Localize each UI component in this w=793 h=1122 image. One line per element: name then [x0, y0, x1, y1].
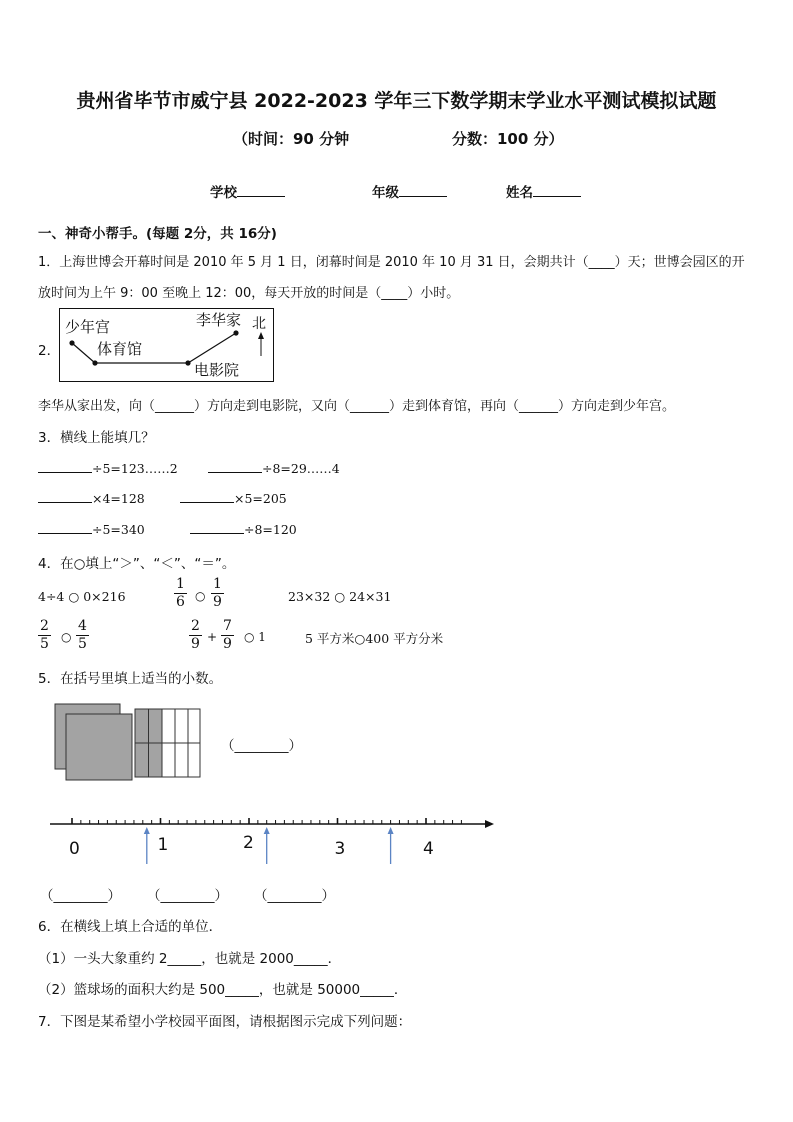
q4-title: 4．在○填上“＞”、“＜”、“＝”。	[38, 556, 236, 572]
q4-frac-1-9: 1 9	[211, 576, 224, 611]
q4-circle-2[interactable]: ○	[195, 589, 206, 603]
q4-compare-1: 4÷4 ○ 0×216	[38, 589, 126, 604]
q5-answer-box[interactable]: （________）	[221, 738, 302, 754]
q6-title: 6．在横线上填上合适的单位．	[38, 919, 223, 935]
page-title: 贵州省毕节市威宁县 2022-2023 学年三下数学期末学业水平测试模拟试题	[76, 90, 717, 112]
q1-line2: 放时间为上午 9：00 至晚上 12：00，每天开放的时间是（____）小时。	[38, 286, 460, 301]
exam-score: 分数：100 分）	[452, 130, 564, 148]
q3-item-4: ×5=205	[180, 490, 287, 506]
q3-blank-3[interactable]	[38, 490, 92, 503]
school-line[interactable]	[237, 184, 285, 197]
axis-label-4: 4	[423, 839, 434, 859]
q5-answer-1[interactable]: （________）	[40, 888, 121, 904]
q4-compare-6: 5 平方米○400 平方分米	[305, 631, 444, 646]
grade-field	[372, 181, 447, 201]
q4-circle-5[interactable]: ○ 1	[244, 630, 266, 644]
q3-item-6: ÷8=120	[190, 521, 297, 537]
number-line-arrowhead	[485, 820, 494, 828]
axis-label-0: 0	[69, 839, 80, 859]
name-line[interactable]	[533, 184, 581, 197]
q2-text: 李华从家出发，向（______）方向走到电影院，又向（______）走到体育馆，再向（______）方向走到少年宫。	[38, 399, 676, 414]
exam-time: （时间：90 分钟	[233, 130, 350, 148]
map-label-gym: 体育馆	[97, 340, 143, 358]
q3-title: 3．横线上能填几？	[38, 430, 155, 446]
q6-line1: （1）一头大象重约 2_____，也就是 2000_____．	[38, 951, 342, 967]
q5-squares-figure	[54, 703, 204, 781]
axis-label-1: 1	[157, 835, 169, 855]
q4-frac-2-9: 2 9	[189, 618, 202, 653]
q6-line2: （2）篮球场的面积大约是 500_____，也就是 50000_____．	[38, 982, 408, 998]
axis-label-2: 2	[243, 833, 254, 853]
q3-blank-4[interactable]	[180, 490, 234, 503]
q5-title: 5．在括号里填上适当的小数。	[38, 671, 223, 687]
q4-circle-4[interactable]: ○	[61, 630, 72, 644]
q3-blank-1[interactable]	[38, 460, 92, 473]
map-label-youth-palace: 少年宫	[65, 318, 111, 336]
q3-blank-6[interactable]	[190, 521, 244, 534]
school-label: 学校	[210, 185, 237, 201]
q2-number: 2．	[38, 343, 61, 359]
pointer-arrowhead-2	[264, 827, 270, 834]
map-label-north: 北	[252, 316, 266, 332]
q4-plus: +	[207, 630, 218, 644]
pointer-arrowhead-1	[144, 827, 150, 834]
name-field	[506, 181, 581, 201]
q5-answer-2[interactable]: （________）	[147, 888, 228, 904]
axis-label-3: 3	[334, 839, 346, 859]
q1-line1: 1．上海世博会开幕时间是 2010 年 5 月 1 日，闭幕时间是 2010 年 10 月 31 日，会期共计（____）天；世博会园区的开	[38, 255, 745, 270]
q3-item-2: ÷8=29……4	[208, 460, 340, 476]
q3-item-1: ÷5=123……2	[38, 460, 178, 476]
map-label-cinema: 电影院	[194, 361, 240, 379]
grade-line[interactable]	[399, 184, 447, 197]
school-field	[210, 181, 285, 201]
q3-blank-2[interactable]	[208, 460, 262, 473]
q5-answer-3[interactable]: （________）	[254, 888, 335, 904]
q7-title: 7．下图是某希望小学校园平面图，请根据图示完成下列问题：	[38, 1014, 412, 1030]
q4-compare-3: 23×32 ○ 24×31	[288, 589, 392, 604]
section-heading: 一、神奇小帮手。(每题 2分，共 16分)	[38, 226, 277, 242]
q3-blank-5[interactable]	[38, 521, 92, 534]
number-line	[40, 808, 500, 868]
pointer-arrowhead-3	[388, 827, 394, 834]
map-label-lihua-home: 李华家	[196, 311, 242, 329]
q4-frac-7-9: 7 9	[221, 618, 234, 653]
grade-label: 年级	[372, 185, 399, 201]
q4-frac-4-5: 4 5	[76, 618, 89, 653]
q4-frac-1-6: 1 6	[174, 576, 187, 611]
q4-frac-2-5: 2 5	[38, 618, 51, 653]
name-label: 姓名	[506, 185, 533, 201]
q3-item-3: ×4=128	[38, 490, 145, 506]
q3-item-5: ÷5=340	[38, 521, 145, 537]
